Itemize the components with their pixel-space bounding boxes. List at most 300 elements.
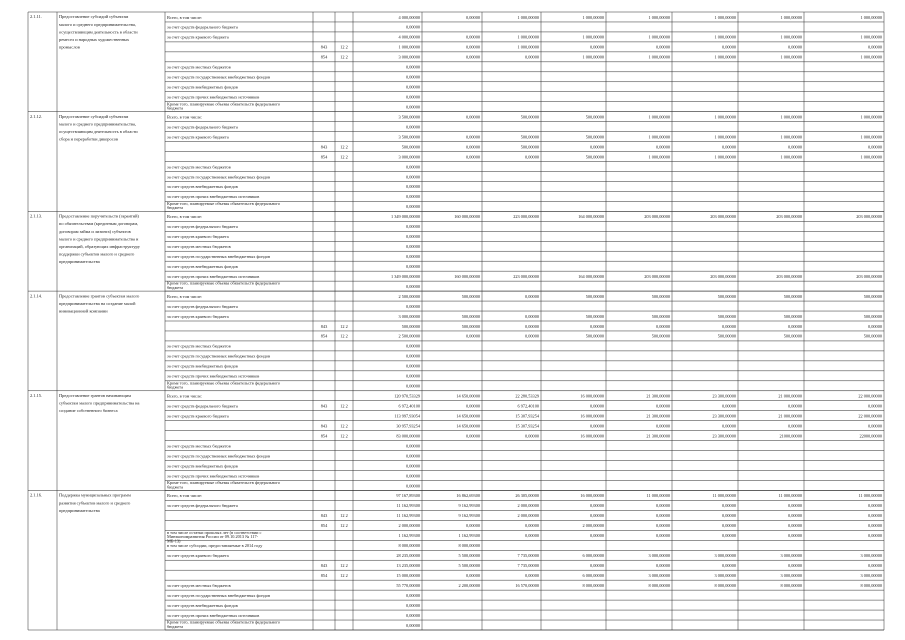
amount-cell: 28 235,00000 <box>396 553 420 559</box>
amount-cell: 0,00000 <box>656 513 670 519</box>
amount-cell: 0,00000 <box>406 244 420 250</box>
funding-source-label: Кроме того, планируемые объемы обязательств федерального <box>167 380 281 386</box>
amount-cell: 0,00000 <box>406 124 420 130</box>
amount-cell: 9 162,99300 <box>458 503 480 509</box>
amount-cell: 0,00000 <box>466 333 480 339</box>
amount-cell: 1 000,00000 <box>648 14 670 20</box>
amount-cell: 0,00000 <box>466 114 480 120</box>
amount-cell: 1 162,99300 <box>458 533 480 539</box>
program-name: Поддержка муниципальных программ <box>59 492 131 498</box>
amount-cell: 55 770,00000 <box>396 582 420 588</box>
funding-source-label: за счет средств федерального бюджета <box>167 224 238 230</box>
budget-code: 854 <box>320 433 328 439</box>
amount-cell: 21000,00000 <box>779 433 802 439</box>
funding-source-label: за счет средств прочих внебюджетных источников <box>167 612 260 618</box>
amount-cell: 2 500,00000 <box>398 333 420 339</box>
amount-cell: 2 000,00000 <box>398 523 420 529</box>
amount-cell: 0,00000 <box>788 523 802 529</box>
amount-cell: 0,00000 <box>656 144 670 150</box>
funding-source-label: бюджета <box>167 484 184 490</box>
program-number: 2.1.12. <box>30 113 43 119</box>
amount-cell: 0,00000 <box>406 303 420 309</box>
amount-cell: 1 000,00000 <box>582 34 604 40</box>
amount-cell: 1 000,00000 <box>860 134 882 140</box>
amount-cell: 0,00000 <box>788 44 802 50</box>
amount-cell: 83 000,00000 <box>396 433 420 439</box>
funding-source-label: за счет средств местных бюджетов <box>167 582 231 588</box>
amount-cell: 500,00000 <box>401 323 420 329</box>
amount-cell: 1 000,00000 <box>714 54 736 60</box>
amount-cell: 0,00000 <box>525 572 539 578</box>
funding-source-label: за счет средств федерального бюджета <box>167 24 238 30</box>
program-name: осуществляющим деятельность в области <box>59 29 138 35</box>
amount-cell: 0,00000 <box>868 423 882 429</box>
amount-cell: 11 162,99300 <box>396 513 420 519</box>
amount-cell: 22 000,00000 <box>858 393 882 399</box>
budget-code: 843 <box>320 323 328 329</box>
amount-cell: 0,00000 <box>466 14 480 20</box>
amount-cell: 3 000,00000 <box>648 553 670 559</box>
amount-cell: 0,00000 <box>590 513 604 519</box>
amount-cell: 160 000,00000 <box>454 214 480 220</box>
amount-cell: 203 000,00000 <box>710 273 736 279</box>
program-number: 2.1.15. <box>30 392 43 398</box>
amount-cell: 0,00000 <box>868 403 882 409</box>
funding-source-label: за счет средств местных бюджетов <box>167 244 231 250</box>
program-name: создание собственного бизнеса <box>59 408 118 414</box>
amount-cell: 15 000,00000 <box>396 572 420 578</box>
amount-cell: 0,00000 <box>406 612 420 618</box>
amount-cell: 22000,00000 <box>859 433 882 439</box>
budget-code: 843 <box>320 144 328 150</box>
amount-cell: 0,00000 <box>466 144 480 150</box>
funding-source-label: за счет средств прочих внебюджетных источников <box>167 373 260 379</box>
funding-source-label: за счет средств краевого бюджета <box>167 234 229 240</box>
amount-cell: 0,00000 <box>788 403 802 409</box>
funding-source-label: за счет средств федерального бюджета <box>167 503 238 509</box>
amount-cell: 16 000,00000 <box>580 413 604 419</box>
amount-cell: 0,00000 <box>788 513 802 519</box>
amount-cell: 0,00000 <box>590 144 604 150</box>
amount-cell: 500,00000 <box>520 114 539 120</box>
amount-cell: 30 957,93254 <box>396 423 420 429</box>
amount-cell: 1 000,00000 <box>780 34 802 40</box>
funding-source-label: за счет средств прочих внебюджетных источников <box>167 194 260 200</box>
amount-cell: 0,00000 <box>406 254 420 260</box>
program-name: Предоставление субсидий субъектам <box>59 14 129 20</box>
amount-cell: 0,00000 <box>722 44 736 50</box>
funding-source-label: Всего, в том числе: <box>167 14 203 20</box>
amount-cell: 0,00000 <box>788 563 802 569</box>
funding-source-label: за счет средств прочих внебюджетных источников <box>167 273 260 279</box>
funding-source-label: за счет средств государственных внебюджетных фондов <box>167 74 271 80</box>
amount-cell: 0,00000 <box>656 323 670 329</box>
amount-cell: 0,00000 <box>406 194 420 200</box>
funding-source-label: за счет средств прочих внебюджетных источников <box>167 473 260 479</box>
amount-cell: 3 000,00000 <box>780 572 802 578</box>
program-number: 2.1.14. <box>30 293 43 299</box>
amount-cell: 0,00000 <box>406 592 420 598</box>
amount-cell: 8 000,00000 <box>780 582 802 588</box>
funding-source-label: Кроме того, планируемые объемы обязательств федерального <box>167 280 281 286</box>
amount-cell: 0,00000 <box>406 204 420 210</box>
amount-cell: 14 650,00000 <box>456 393 480 399</box>
program-number: 2.1.11. <box>30 14 42 20</box>
amount-cell: 1 162,99300 <box>398 533 420 539</box>
funding-source-label: за счет средств государственных внебюджетных фондов <box>167 453 271 459</box>
budget-code: 843 <box>320 44 328 50</box>
funding-source-label: за счет средств государственных внебюджетных фондов <box>167 353 271 359</box>
amount-cell: 22 280,53329 <box>515 393 539 399</box>
amount-cell: 8 000,00000 <box>582 582 604 588</box>
amount-cell: 0,00000 <box>656 44 670 50</box>
amount-cell: 0,00000 <box>466 523 480 529</box>
funding-source-label: бюджета <box>167 105 184 111</box>
funding-source-label: за счет средств федерального бюджета <box>167 124 238 130</box>
amount-cell: 1 000,00000 <box>398 44 420 50</box>
amount-cell: 0,00000 <box>868 144 882 150</box>
funding-source-label: бюджета <box>167 384 184 390</box>
funding-source-label: за счет средств внебюджетных фондов <box>167 184 238 190</box>
funding-source-label: за счет средств краевого бюджета <box>167 134 229 140</box>
amount-cell: 21 300,00000 <box>646 393 670 399</box>
amount-cell: 3 000,00000 <box>648 572 670 578</box>
amount-cell: 500,00000 <box>461 313 480 319</box>
amount-cell: 500,00000 <box>717 333 736 339</box>
program-name: по обязательствам (кредитным договорам, <box>59 221 139 227</box>
amount-cell: 1 000,00000 <box>860 154 882 160</box>
program-name: промыслов <box>59 44 80 50</box>
amount-cell: 11 162,99300 <box>396 503 420 509</box>
funding-source-label: Всего, в том числе: <box>167 114 203 120</box>
amount-cell: 0,00000 <box>525 293 539 299</box>
funding-source-label: бюджета <box>167 284 184 290</box>
budget-code: 12 2 <box>340 433 348 439</box>
budget-code: 854 <box>320 54 328 60</box>
amount-cell: 1 000,00000 <box>648 54 670 60</box>
funding-source-label: МБ-13) <box>167 538 181 544</box>
amount-cell: 3 500,00000 <box>398 134 420 140</box>
program-number: 2.1.16. <box>30 492 43 498</box>
program-name: Предоставление поручительств (гарантий) <box>59 213 139 219</box>
amount-cell: 120 970,53329 <box>394 393 420 399</box>
amount-cell: 0,00000 <box>525 333 539 339</box>
amount-cell: 0,00000 <box>868 503 882 509</box>
amount-cell: 0,00000 <box>406 353 420 359</box>
amount-cell: 16 000,00000 <box>580 393 604 399</box>
amount-cell: 203 000,00000 <box>856 273 882 279</box>
program-number: 2.1.13. <box>30 213 43 219</box>
amount-cell: 21 300,00000 <box>646 433 670 439</box>
amount-cell: 500,00000 <box>461 323 480 329</box>
amount-cell: 223 000,00000 <box>513 273 539 279</box>
budget-code: 12 2 <box>340 54 348 60</box>
program-name: предпринимательства <box>59 259 100 265</box>
amount-cell: 500,00000 <box>520 134 539 140</box>
amount-cell: 0,00000 <box>722 423 736 429</box>
amount-cell: 0,00000 <box>406 224 420 230</box>
amount-cell: 1 000,00000 <box>714 34 736 40</box>
program-name: малого и среднего предпринимательства, <box>59 121 136 127</box>
funding-source-label: Кроме того, планируемые объемы обязательств федерального <box>167 619 281 625</box>
amount-cell: 3 000,00000 <box>714 553 736 559</box>
funding-source-label: за счет средств государственных внебюджетных фондов <box>167 254 271 260</box>
funding-source-label: Кроме того, планируемые объемы обязательств федерального <box>167 200 281 206</box>
amount-cell: 1 000,00000 <box>582 54 604 60</box>
amount-cell: 500,00000 <box>863 293 882 299</box>
amount-cell: 14 650,00000 <box>456 413 480 419</box>
program-name: Предоставление субсидий субъектам <box>59 113 129 119</box>
amount-cell: 203 000,00000 <box>644 214 670 220</box>
budget-code: 12 2 <box>340 154 348 160</box>
table-cells <box>30 14 882 629</box>
funding-source-label: за счет средств местных бюджетов <box>167 164 231 170</box>
amount-cell: 0,00000 <box>722 503 736 509</box>
budget-code: 12 2 <box>340 323 348 329</box>
amount-cell: 1 000,00000 <box>648 34 670 40</box>
funding-source-label: за счет средств местных бюджетов <box>167 343 231 349</box>
amount-cell: 1 000,00000 <box>780 134 802 140</box>
amount-cell: 500,00000 <box>863 333 882 339</box>
amount-cell: 0,00000 <box>406 104 420 110</box>
amount-cell: 500,00000 <box>783 293 802 299</box>
amount-cell: 7 735,00000 <box>517 553 539 559</box>
amount-cell: 2 000,00000 <box>582 523 604 529</box>
funding-source-label: Всего, в том числе: <box>167 493 203 499</box>
amount-cell: 0,00000 <box>466 403 480 409</box>
amount-cell: 4 000,00000 <box>398 14 420 20</box>
funding-source-label: за счет средств краевого бюджета <box>167 553 229 559</box>
amount-cell: 8 000,00000 <box>458 543 480 549</box>
table-grid <box>28 12 884 630</box>
funding-source-label: в том числе остатки прошлых лет (в соответствии с <box>167 529 262 535</box>
amount-cell: 0,00000 <box>406 94 420 100</box>
program-name: Предоставление грантов начинающим <box>59 392 131 398</box>
funding-source-label: Всего, в том числе: <box>167 393 203 399</box>
amount-cell: 0,00000 <box>406 343 420 349</box>
amount-cell: 6 000,00000 <box>582 572 604 578</box>
amount-cell: 0,00000 <box>525 54 539 60</box>
amount-cell: 1 000,00000 <box>517 34 539 40</box>
amount-cell: 0,00000 <box>406 463 420 469</box>
amount-cell: 4 000,00000 <box>398 34 420 40</box>
amount-cell: 3 000,00000 <box>860 553 882 559</box>
amount-cell: 500,00000 <box>585 293 604 299</box>
amount-cell: 500,00000 <box>585 114 604 120</box>
amount-cell: 13 235,00000 <box>396 563 420 569</box>
amount-cell: 16 862,69300 <box>456 493 480 499</box>
budget-code: 12 2 <box>340 423 348 429</box>
funding-source-label: Всего, в том числе: <box>167 214 203 220</box>
amount-cell: 0,00000 <box>868 563 882 569</box>
funding-source-label: за счет средств внебюджетных фондов <box>167 602 238 608</box>
program-name: малого и среднего предпринимательства и <box>59 236 139 242</box>
amount-cell: 26 305,00000 <box>515 493 539 499</box>
funding-source-label: Всего, в том числе: <box>167 293 203 299</box>
amount-cell: 0,00000 <box>406 363 420 369</box>
amount-cell: 22 000,00000 <box>858 413 882 419</box>
amount-cell: 0,00000 <box>466 433 480 439</box>
funding-source-label: за счет средств внебюджетных фондов <box>167 263 238 269</box>
funding-source-label: бюджета <box>167 205 184 211</box>
amount-cell: 2 500,00000 <box>398 293 420 299</box>
amount-cell: 0,00000 <box>788 144 802 150</box>
amount-cell: 0,00000 <box>722 513 736 519</box>
funding-source-label: за счет средств внебюджетных фондов <box>167 84 238 90</box>
amount-cell: 1 000,00000 <box>648 134 670 140</box>
amount-cell: 0,00000 <box>656 503 670 509</box>
funding-source-label: за счет средств федерального бюджета <box>167 303 238 309</box>
budget-code: 854 <box>320 154 328 160</box>
amount-cell: 500,00000 <box>863 313 882 319</box>
amount-cell: 0,00000 <box>525 323 539 329</box>
amount-cell: 11 000,00000 <box>778 493 802 499</box>
budget-code: 843 <box>320 563 328 569</box>
budget-code: 12 2 <box>340 333 348 339</box>
amount-cell: 1 000,00000 <box>860 54 882 60</box>
amount-cell: 11 000,00000 <box>712 493 736 499</box>
amount-cell: 21 000,00000 <box>778 413 802 419</box>
amount-cell: 0,00000 <box>406 263 420 269</box>
budget-code: 12 2 <box>340 513 348 519</box>
amount-cell: 3 000,00000 <box>780 553 802 559</box>
amount-cell: 1 000,00000 <box>780 54 802 60</box>
amount-cell: 14 650,00000 <box>456 423 480 429</box>
funding-source-label: Кроме того, планируемые объемы обязательств федерального <box>167 101 281 107</box>
amount-cell: 500,00000 <box>717 293 736 299</box>
amount-cell: 23 300,00000 <box>712 413 736 419</box>
amount-cell: 1 000,00000 <box>714 154 736 160</box>
amount-cell: 23 300,00000 <box>712 393 736 399</box>
funding-source-label: за счет средств внебюджетных фондов <box>167 363 238 369</box>
amount-cell: 16 000,00000 <box>580 433 604 439</box>
program-name: организаций, образующих инфраструктуру <box>59 243 140 249</box>
amount-cell: 0,00000 <box>406 64 420 70</box>
amount-cell: 0,00000 <box>788 423 802 429</box>
amount-cell: 0,00000 <box>722 403 736 409</box>
amount-cell: 223 000,00000 <box>513 214 539 220</box>
amount-cell: 0,00000 <box>590 533 604 539</box>
amount-cell: 5 500,00000 <box>458 563 480 569</box>
funding-source-label: в том числе субсидии, предоставляемые в 2014 году <box>167 543 263 549</box>
amount-cell: 0,00000 <box>722 144 736 150</box>
amount-cell: 8 000,00000 <box>714 582 736 588</box>
budget-code: 854 <box>320 572 328 578</box>
amount-cell: 1 000,00000 <box>714 134 736 140</box>
amount-cell: 0,00000 <box>525 433 539 439</box>
funding-source-label: за счет средств краевого бюджета <box>167 34 229 40</box>
amount-cell: 3 000,00000 <box>398 313 420 319</box>
amount-cell: 0,00000 <box>466 44 480 50</box>
amount-cell: 0,00000 <box>656 563 670 569</box>
amount-cell: 0,00000 <box>406 174 420 180</box>
amount-cell: 15 307,93254 <box>515 423 539 429</box>
amount-cell: 500,00000 <box>461 293 480 299</box>
amount-cell: 0,00000 <box>466 572 480 578</box>
amount-cell: 1 000,00000 <box>582 14 604 20</box>
amount-cell: 0,00000 <box>722 533 736 539</box>
funding-source-label: за счет средств краевого бюджета <box>167 413 229 419</box>
amount-cell: 16 570,00000 <box>515 582 539 588</box>
amount-cell: 0,00000 <box>590 423 604 429</box>
amount-cell: 97 167,89300 <box>396 493 420 499</box>
funding-source-label: за счет средств прочих внебюджетных источников <box>167 94 260 100</box>
amount-cell: 0,00000 <box>406 622 420 628</box>
funding-source-label: за счет средств краевого бюджета <box>167 313 229 319</box>
program-name: сбора и переработки дикоросов <box>59 136 118 142</box>
funding-source-label: за счет средств государственных внебюджетных фондов <box>167 592 271 598</box>
amount-cell: 7 735,00000 <box>517 563 539 569</box>
amount-cell: 2 000,00000 <box>517 503 539 509</box>
amount-cell: 0,00000 <box>406 383 420 389</box>
budget-code: 12 2 <box>340 572 348 578</box>
program-name: субъектам малого предпринимательства на <box>59 400 140 406</box>
amount-cell: 0,00000 <box>788 323 802 329</box>
amount-cell: 0,00000 <box>788 503 802 509</box>
budget-code: 12 2 <box>340 403 348 409</box>
funding-source-label: за счет средств внебюджетных фондов <box>167 463 238 469</box>
budget-code: 843 <box>320 513 328 519</box>
amount-cell: 11 000,00000 <box>646 493 670 499</box>
amount-cell: 1 000,00000 <box>860 34 882 40</box>
amount-cell: 0,00000 <box>722 563 736 569</box>
amount-cell: 5 500,00000 <box>458 553 480 559</box>
amount-cell: 21 300,00000 <box>646 413 670 419</box>
amount-cell: 1 000,00000 <box>780 154 802 160</box>
amount-cell: 0,00000 <box>525 313 539 319</box>
amount-cell: 1 349 000,00000 <box>390 273 420 279</box>
amount-cell: 113 997,93054 <box>394 413 420 419</box>
amount-cell: 500,00000 <box>651 313 670 319</box>
amount-cell: 16 000,00000 <box>580 493 604 499</box>
amount-cell: 500,00000 <box>651 333 670 339</box>
amount-cell: 0,00000 <box>868 323 882 329</box>
amount-cell: 500,00000 <box>783 333 802 339</box>
amount-cell: 500,00000 <box>585 333 604 339</box>
amount-cell: 1 000,00000 <box>517 44 539 50</box>
amount-cell: 0,00000 <box>868 533 882 539</box>
amount-cell: 0,00000 <box>406 184 420 190</box>
program-name: инновационной компании <box>59 308 108 314</box>
amount-cell: 0,00000 <box>590 503 604 509</box>
amount-cell: 500,00000 <box>401 144 420 150</box>
amount-cell: 9 162,99300 <box>458 513 480 519</box>
program-name: предпринимательства <box>59 507 100 513</box>
amount-cell: 0,00000 <box>868 523 882 529</box>
funding-source-label: за счет средств местных бюджетов <box>167 443 231 449</box>
amount-cell: 1 000,00000 <box>648 114 670 120</box>
program-name: предпринимательства на создание малой <box>59 300 136 306</box>
amount-cell: 0,00000 <box>466 54 480 60</box>
amount-cell: 500,00000 <box>651 293 670 299</box>
funding-source-label: Кроме того, планируемые объемы обязательств федерального <box>167 480 281 486</box>
amount-cell: 500,00000 <box>717 313 736 319</box>
amount-cell: 0,00000 <box>406 602 420 608</box>
amount-cell: 6 972,40100 <box>398 403 420 409</box>
program-name: малого и среднего предпринимательства, <box>59 21 136 27</box>
amount-cell: 1 000,00000 <box>517 14 539 20</box>
amount-cell: 0,00000 <box>788 533 802 539</box>
amount-cell: 0,00000 <box>656 423 670 429</box>
amount-cell: 0,00000 <box>466 34 480 40</box>
amount-cell: 1 000,00000 <box>648 154 670 160</box>
budget-code: 12 2 <box>340 523 348 529</box>
amount-cell: 0,00000 <box>590 403 604 409</box>
amount-cell: 3 500,00000 <box>398 114 420 120</box>
amount-cell: 0,00000 <box>656 523 670 529</box>
amount-cell: 0,00000 <box>868 513 882 519</box>
amount-cell: 0,00000 <box>466 154 480 160</box>
